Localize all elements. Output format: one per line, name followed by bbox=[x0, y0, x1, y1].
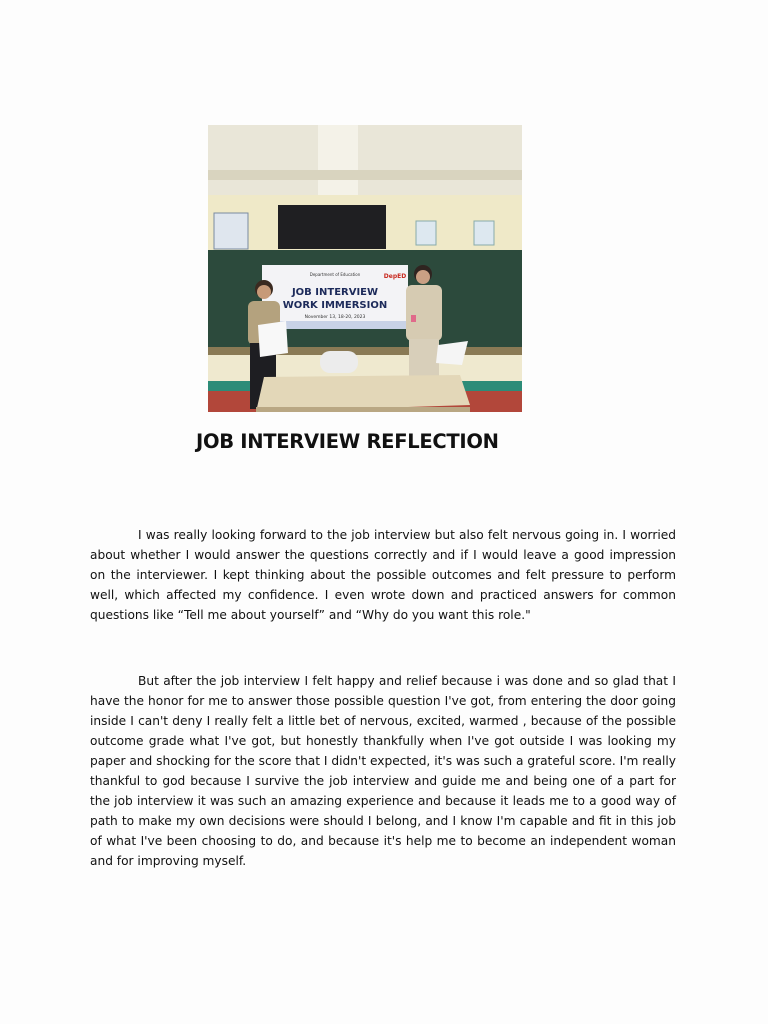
banner-title-line2: WORK IMMERSION bbox=[282, 300, 388, 311]
deped-logo-text: DepED bbox=[383, 273, 407, 280]
banner-date-text: November 13, 18-20, 2023 bbox=[304, 315, 366, 320]
reflection-paragraph-1: I was really looking forward to the job interview but also felt nervous going in. I worried about whether I would answer the questions correctly and if I would leave a good impression on the interviewer. I kept thinking about the possible outcomes and felt pressure to perform well, which affected my confidence. I even wrote down and practiced answers for common questions like “Tell me about yourself” and “Why do you want this role." bbox=[90, 528, 676, 622]
job-interview-photo bbox=[208, 125, 522, 412]
page-title: JOB INTERVIEW REFLECTION bbox=[196, 430, 499, 453]
banner-small-text: Department of Education bbox=[309, 272, 361, 277]
reflection-paragraph-2: But after the job interview I felt happy and relief because i was done and so glad that I have the honor for me to answer those possible question I've got, from entering the door going inside I can't deny I really felt a little bet of nervous, excited, warmed , because of the possible outcome grade what I've got, but honestly thankfully when I've got outside I was looking my paper and shocking for the score that I didn't expected, it's was such a grateful score. I'm really thankful to god because I survive the job interview and guide me and being one of a part for the job interview it was such an amazing experience and because it leads me to a good way of path to make my own decisions were should I belong, and I know I'm capable and fit in this job of what I've been choosing to do, and because it's help me to become an independent woman and for improving myself. bbox=[90, 674, 676, 868]
banner-title-line1: JOB INTERVIEW bbox=[291, 287, 379, 298]
